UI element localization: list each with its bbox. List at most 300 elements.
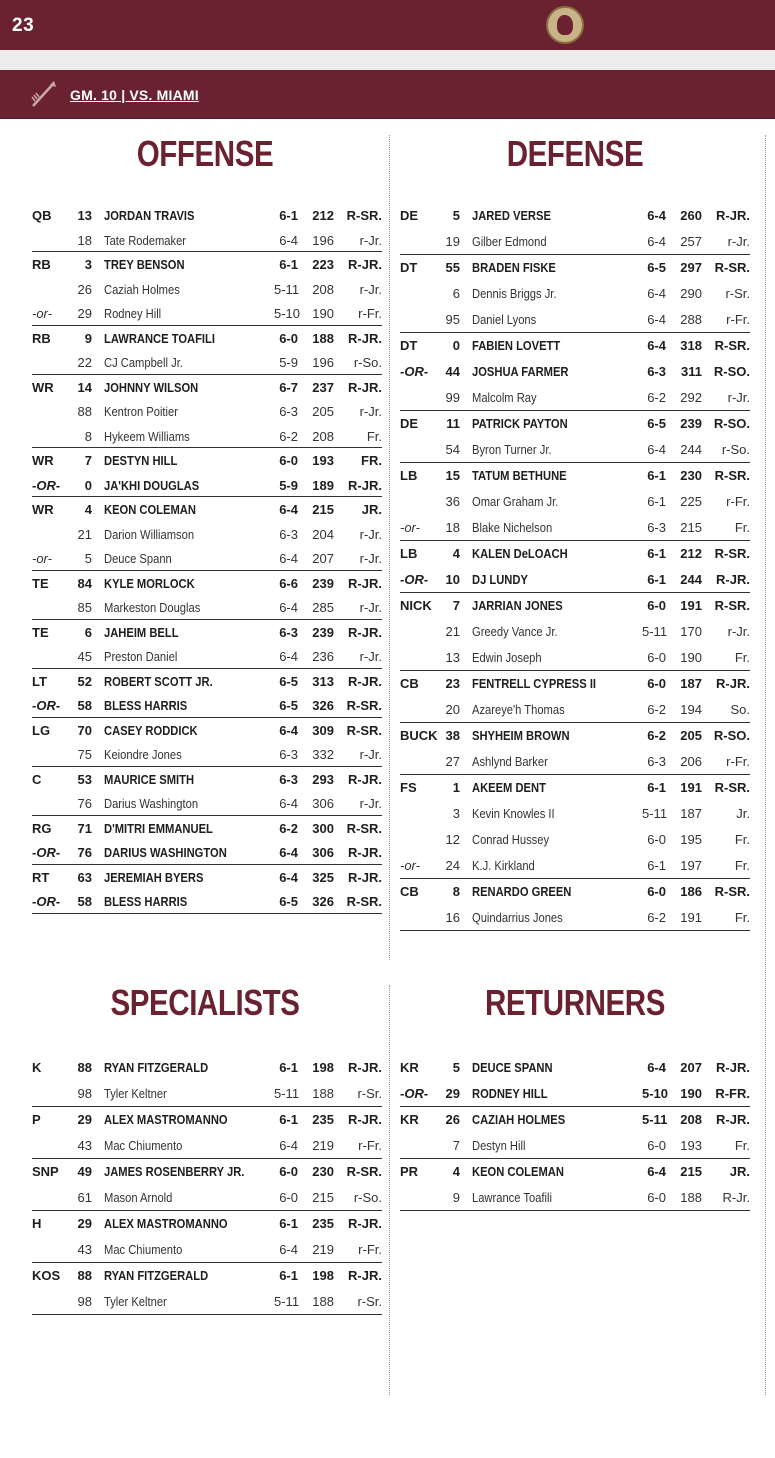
roster-row [400,541,750,567]
position-label: PR [400,1164,419,1179]
position-label: LB [400,468,418,483]
position-label: -OR- [32,845,61,860]
jersey-number: 55 [445,260,460,275]
roster-row [32,1211,382,1237]
roster-row [32,473,382,498]
jersey-number: 13 [77,208,92,223]
roster-row [400,593,750,619]
weight: 190 [680,650,702,665]
weight: 196 [312,232,334,248]
column-divider-lower [389,985,390,1395]
jersey-number: 76 [77,845,92,860]
jersey-number: 88 [77,1268,92,1283]
jersey-number: 84 [77,575,92,591]
class-year: R-JR. [348,1060,382,1075]
height: 5-10 [642,1086,669,1101]
weight: 198 [312,1060,334,1075]
class-year: R-SR. [346,820,382,836]
height: 6-4 [279,551,298,566]
position-label: C [32,771,42,787]
roster-row [32,840,382,865]
jersey-number: 29 [445,1086,460,1101]
jersey-number: 9 [452,1190,460,1205]
roster-row [32,1263,382,1289]
jersey-number: 58 [77,698,92,713]
roster-row [32,1107,382,1133]
specialists-depth-chart [32,1055,382,1315]
player-name: DESTYN HILL [104,453,178,468]
roster-row [400,333,750,359]
jersey-number: 21 [445,624,460,639]
position-label: WR [32,379,54,395]
position-label: -OR- [32,698,61,713]
jersey-number: 58 [77,894,92,909]
player-name: Mason Arnold [104,1190,173,1205]
weight: 191 [680,780,702,795]
height: 6-4 [279,232,298,248]
position-label: RB [32,257,51,272]
player-name: JARED VERSE [472,208,551,223]
height: 6-1 [647,858,666,873]
jersey-number: 99 [445,390,460,405]
roster-row [32,399,382,424]
height: 6-0 [647,650,666,665]
roster-row [400,437,750,463]
height: 5-11 [274,281,300,297]
class-year: r-Fr. [726,754,750,769]
roster-row [32,669,382,694]
class-year: Fr. [734,1138,750,1153]
roster-row [400,515,750,541]
player-name: Blake Nichelson [472,520,553,535]
header-spacer [0,50,775,70]
height: 6-4 [647,208,666,223]
roster-row [32,595,382,620]
roster-row [400,489,750,515]
height: 6-0 [647,832,666,847]
player-name: Greedy Vance Jr. [472,624,558,639]
player-name: Ashlynd Barker [472,754,548,769]
roster-row [400,723,750,749]
jersey-number: 49 [77,1164,92,1179]
class-year: r-Fr. [726,312,750,327]
height: 6-1 [279,1112,298,1127]
class-year: r-Fr. [358,1138,382,1153]
class-year: Fr. [734,650,750,665]
position-label: LT [32,673,47,689]
player-name: ALEX MASTROMANNO [104,1112,228,1127]
class-year: R-SR. [714,338,750,353]
weight: 225 [680,494,702,509]
roster-row [32,1055,382,1081]
weight: 244 [680,572,702,587]
weight: 237 [312,379,334,395]
jersey-number: 24 [445,858,460,873]
jersey-number: 5 [452,208,460,223]
class-year: r-So. [353,355,382,370]
weight: 293 [312,771,334,787]
class-year: R-JR. [348,1268,382,1283]
height: 6-4 [647,442,666,457]
player-name: Gilber Edmond [472,234,547,249]
jersey-number: 98 [77,1086,92,1101]
weight: 186 [680,884,702,899]
class-year: Fr. [366,428,382,444]
height: 5-11 [642,806,668,821]
jersey-number: 1 [452,780,460,795]
height: 5-11 [274,1294,300,1309]
right-edge-divider [765,135,766,1395]
weight: 306 [312,845,334,860]
height: 6-4 [647,1164,666,1179]
position-label: RT [32,869,50,885]
jersey-number: 18 [77,232,92,248]
position-label: -OR- [400,572,429,587]
player-name: KEON COLEMAN [472,1164,564,1179]
roster-row [32,571,382,596]
player-name: Preston Daniel [104,649,178,664]
height: 6-3 [647,364,666,379]
position-label: -or- [400,858,420,873]
roster-row [400,307,750,333]
position-label: DE [400,416,419,431]
position-label: KR [400,1060,419,1075]
player-name: JAHEIM BELL [104,624,179,640]
jersey-number: 38 [445,728,460,743]
weight: 306 [312,796,334,811]
height: 6-1 [647,780,666,795]
weight: 206 [680,754,702,769]
player-name: CAZIAH HOLMES [472,1112,566,1127]
weight: 187 [680,806,702,821]
height: 6-4 [647,234,666,249]
jersey-number: 63 [77,869,92,885]
weight: 285 [312,600,334,615]
class-year: R-JR. [716,1112,750,1127]
class-year: r-Fr. [726,494,750,509]
weight: 208 [680,1112,702,1127]
position-label: LG [32,722,51,738]
class-year: FR. [361,453,382,468]
jersey-number: 5 [452,1060,460,1075]
roster-row [32,816,382,841]
jersey-number: 26 [445,1112,460,1127]
player-name: JA'KHI DOUGLAS [104,477,200,493]
player-name: Azareye'h Thomas [472,702,565,717]
roster-row [400,281,750,307]
weight: 219 [312,1138,334,1153]
class-year: R-SO. [713,364,750,379]
roster-row [400,385,750,411]
weight: 208 [312,281,334,297]
class-year: R-JR. [348,330,382,346]
jersey-number: 22 [77,355,92,370]
position-label: SNP [32,1164,59,1179]
roster-row [32,203,382,228]
roster-row [32,497,382,522]
class-year: r-Fr. [358,306,382,321]
jersey-number: 19 [445,234,460,249]
height: 6-1 [279,1268,298,1283]
class-year: r-Jr. [727,390,750,405]
weight: 297 [680,260,702,275]
position-label: -OR- [400,1086,429,1101]
player-name: Mac Chiumento [104,1242,183,1257]
position-label: CB [400,884,419,899]
player-name: K.J. Kirkland [472,858,535,873]
height: 5-9 [279,477,298,493]
returners-title: RETURNERS [484,982,665,1023]
weight: 239 [680,416,702,431]
roster-row [32,889,382,914]
height: 6-5 [279,673,298,689]
roster-row [32,326,382,351]
jersey-number: 53 [77,771,92,787]
class-year: R-JR. [348,1216,382,1231]
height: 6-4 [647,338,666,353]
weight: 219 [312,1242,334,1257]
roster-row [400,463,750,489]
height: 5-11 [642,1112,668,1127]
weight: 215 [680,520,702,535]
roster-row [32,767,382,792]
position-label: -or- [400,520,420,535]
height: 6-0 [647,676,666,691]
position-label: -OR- [32,894,61,909]
weight: 326 [312,894,334,909]
weight: 325 [312,869,334,885]
position-label: KR [400,1112,419,1127]
weight: 290 [680,286,702,301]
height: 6-1 [647,468,666,483]
height: 6-0 [279,330,298,346]
weight: 223 [312,257,334,272]
roster-row [400,697,750,723]
height: 6-3 [279,771,298,787]
player-name: Kentron Poitier [104,404,178,419]
weight: 326 [312,698,334,713]
offense-depth-chart [32,203,382,914]
class-year: r-Jr. [727,624,750,639]
height: 5-11 [274,1086,300,1101]
offense-title: OFFENSE [136,133,274,174]
position-label: RB [32,330,51,346]
height: 6-0 [279,1164,298,1179]
weight: 187 [680,676,702,691]
weight: 205 [312,404,334,419]
class-year: R-SR. [714,884,750,899]
height: 6-5 [647,260,666,275]
class-year: R-JR. [348,869,382,885]
class-year: R-JR. [348,845,382,860]
roster-row [32,252,382,277]
player-name: FENTRELL CYPRESS II [472,676,597,691]
class-year: R-SR. [714,546,750,561]
player-name: Markeston Douglas [104,600,201,615]
height: 6-1 [279,1216,298,1231]
weight: 197 [680,858,702,873]
position-label: KOS [32,1268,61,1283]
player-name: RODNEY HILL [472,1086,548,1101]
jersey-number: 76 [77,796,92,811]
roster-row [32,375,382,400]
jersey-number: 29 [77,306,92,321]
jersey-number: 88 [77,1060,92,1075]
jersey-number: 6 [452,286,460,301]
spear-icon [30,79,58,109]
player-name: AKEEM DENT [472,780,546,795]
player-name: TATUM BETHUNE [472,468,567,483]
class-year: Fr. [734,832,750,847]
class-year: JR. [729,1164,750,1179]
jersey-number: 36 [445,494,460,509]
weight: 190 [680,1086,702,1101]
weight: 204 [312,526,334,542]
roster-row [400,1081,750,1107]
player-name: Quindarrius Jones [472,910,563,925]
jersey-number: 75 [77,747,92,762]
player-name: CASEY RODDICK [104,722,198,738]
weight: 215 [312,502,334,517]
height: 5-11 [642,624,668,639]
position-label: K [32,1060,42,1075]
weight: 239 [312,575,334,591]
jersey-number: 43 [77,1138,92,1153]
position-label: NICK [400,598,432,613]
class-year: r-Fr. [358,1242,382,1257]
weight: 235 [312,1216,334,1231]
weight: 188 [312,1086,334,1101]
height: 6-2 [647,702,666,717]
player-name: Edwin Joseph [472,650,542,665]
player-name: RENARDO GREEN [472,884,572,899]
position-label: WR [32,502,54,517]
player-name: KYLE MORLOCK [104,575,195,591]
player-name: BRADEN FISKE [472,260,556,275]
class-year: R-JR. [348,477,382,493]
roster-row [32,644,382,669]
roster-row [32,791,382,816]
roster-row [400,359,750,385]
jersey-number: 26 [77,281,92,297]
roster-row [32,350,382,375]
player-name: TREY BENSON [104,257,185,272]
jersey-number: 29 [77,1112,92,1127]
weight: 239 [312,624,334,640]
height: 6-0 [279,453,298,468]
jersey-number: 3 [84,257,92,272]
roster-row [400,1107,750,1133]
position-label: DE [400,208,419,223]
weight: 260 [680,208,702,223]
player-name: Caziah Holmes [104,281,180,297]
weight: 215 [680,1164,702,1179]
class-year: r-Jr. [359,232,382,248]
weight: 288 [680,312,702,327]
height: 6-2 [647,728,666,743]
height: 6-3 [279,747,298,762]
class-year: R-JR. [716,208,750,223]
height: 6-0 [647,1190,666,1205]
class-year: r-Sr. [725,286,750,301]
roster-row [32,1237,382,1263]
player-name: Tyler Keltner [104,1086,167,1101]
weight: 188 [312,1294,334,1309]
class-year: r-Jr. [359,526,382,542]
weight: 300 [312,820,334,836]
class-year: Fr. [734,910,750,925]
roster-row [32,1133,382,1159]
weight: 193 [312,453,334,468]
jersey-number: 14 [77,379,92,395]
jersey-number: 10 [445,572,460,587]
jersey-number: 15 [445,468,460,483]
class-year: Jr. [736,806,750,821]
class-year: R-JR. [348,1112,382,1127]
position-label: FS [400,780,417,795]
roster-row [400,411,750,437]
height: 6-3 [279,404,298,419]
jersey-number: 0 [452,338,460,353]
class-year: So. [730,702,750,717]
height: 6-3 [647,520,666,535]
defense-depth-chart [400,203,750,925]
player-name: Mac Chiumento [104,1138,183,1153]
jersey-number: 5 [84,551,92,566]
jersey-number: 13 [445,650,460,665]
class-year: R-SR. [714,260,750,275]
player-name: Hykeem Williams [104,428,190,444]
jersey-number: 8 [84,428,92,444]
weight: 193 [680,1138,702,1153]
jersey-number: 88 [77,404,92,419]
class-year: R-SO. [713,416,750,431]
weight: 244 [680,442,702,457]
player-name: CJ Campbell Jr. [104,355,183,370]
jersey-number: 85 [77,600,92,615]
position-label: -OR- [32,477,61,493]
height: 6-4 [279,869,298,885]
roster-row [400,749,750,775]
specialists-title: SPECIALISTS [110,982,300,1023]
height: 6-4 [279,502,298,517]
player-name: JEREMIAH BYERS [104,869,204,885]
weight: 235 [312,1112,334,1127]
weight: 292 [680,390,702,405]
weight: 191 [680,598,702,613]
weight: 236 [312,649,334,664]
weight: 212 [680,546,702,561]
class-year: R-SR. [346,894,382,909]
roster-row [32,1185,382,1211]
position-label: QB [32,208,52,223]
class-year: R-SR. [714,780,750,795]
jersey-number: 7 [452,598,460,613]
page-number: 23 [12,15,35,36]
player-name: SHYHEIM BROWN [472,728,570,743]
jersey-number: 95 [445,312,460,327]
roster-row [400,801,750,827]
player-name: RYAN FITZGERALD [104,1268,209,1283]
height: 6-1 [647,546,666,561]
defense-title: DEFENSE [506,133,644,174]
roster-row [400,203,750,229]
player-name: MAURICE SMITH [104,771,195,787]
jersey-number: 4 [84,502,92,517]
height: 6-4 [647,312,666,327]
class-year: JR. [361,502,382,517]
column-divider [389,135,390,960]
